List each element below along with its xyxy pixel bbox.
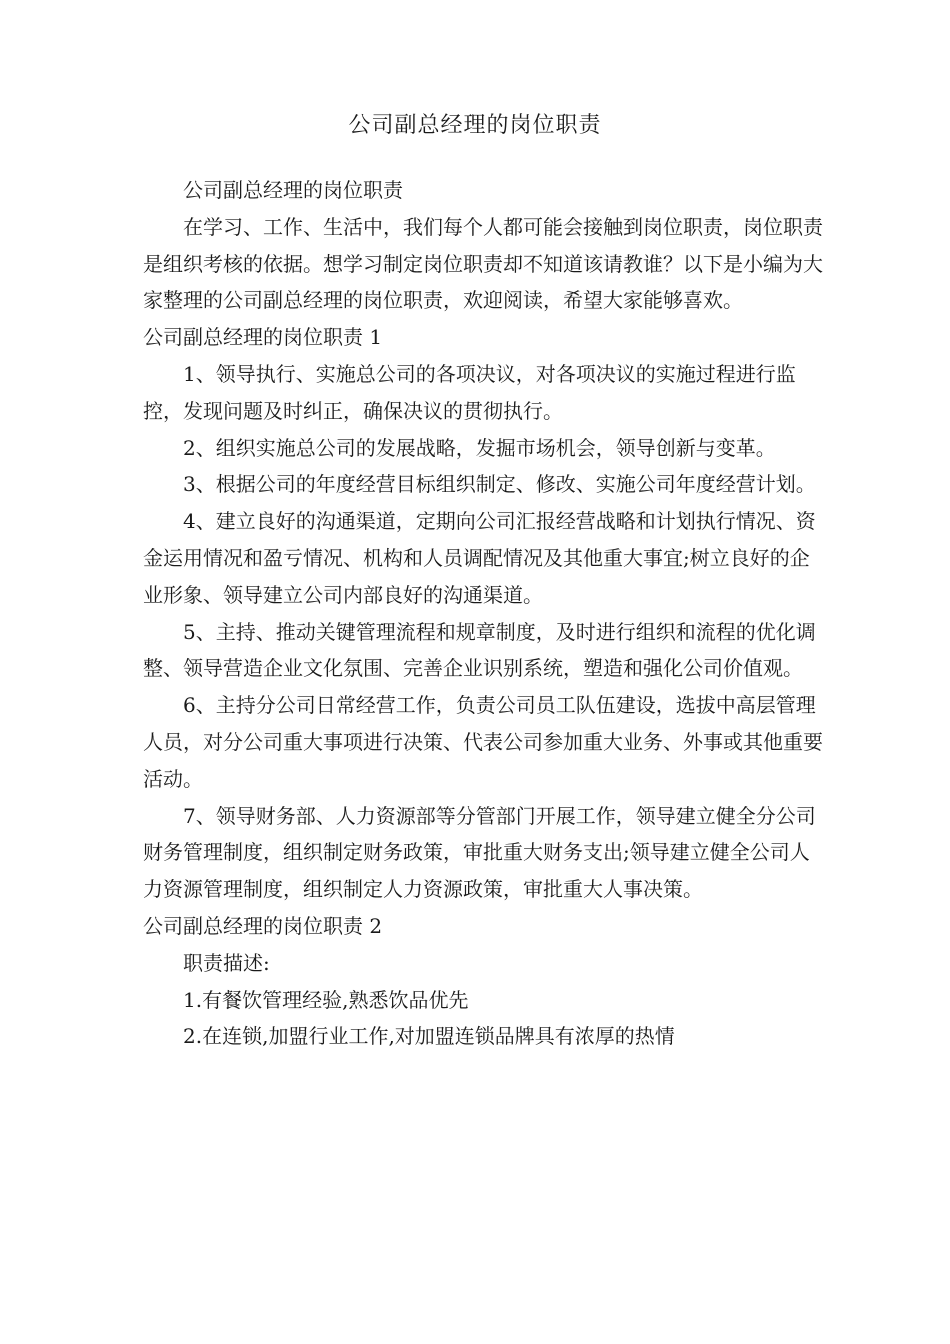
section-1-item: 3、根据公司的年度经营目标组织制定、修改、实施公司年度经营计划。 xyxy=(183,472,816,497)
section-2-heading: 公司副总经理的岗位职责 2 xyxy=(143,913,383,938)
section-1-item: 7、领导财务部、人力资源部等分管部门开展工作，领导建立健全分公司财务管理制度，组织制定财务政策，审批重大财务支出;领导建立健全公司人力资源管理制度，组织制定人力资源政策，审批重大人事决策。 xyxy=(143,803,816,902)
section-1-item: 2、组织实施总公司的发展战略，发掘市场机会，领导创新与变革。 xyxy=(183,435,776,460)
section-2-item: 2.在连锁,加盟行业工作,对加盟连锁品牌具有浓厚的热情 xyxy=(183,1024,675,1049)
section-2-item: 1.有餐饮管理经验,熟悉饮品优先 xyxy=(183,987,469,1012)
document-body xyxy=(143,172,823,1055)
section-1-item: 1、领导执行、实施总公司的各项决议，对各项决议的实施过程进行监控，发现问题及时纠正，确保决议的贯彻执行。 xyxy=(143,361,796,423)
section-1-item: 6、主持分公司日常经营工作，负责公司员工队伍建设，选拔中高层管理人员，对分公司重大事项进行决策、代表公司参加重大业务、外事或其他重要活动。 xyxy=(143,693,823,791)
document-title: 公司副总经理的岗位职责 xyxy=(348,113,602,138)
intro-paragraph: 在学习、工作、生活中，我们每个人都可能会接触到岗位职责，岗位职责是组织考核的依据。想学习制定岗位职责却不知道该请教谁？以下是小编为大家整理的公司副总经理的岗位职责，欢迎阅读，希望大家能够喜欢。 xyxy=(143,214,823,313)
section-2-label: 职责描述: xyxy=(183,950,270,975)
section-1-item: 5、主持、推动关键管理流程和规章制度，及时进行组织和流程的优化调整、领导营造企业文化氛围、完善企业识别系统，塑造和强化公司价值观。 xyxy=(143,619,816,681)
document-subtitle: 公司副总经理的岗位职责 xyxy=(183,178,403,202)
section-1-item: 4、建立良好的沟通渠道，定期向公司汇报经营战略和计划执行情况、资金运用情况和盈亏情况、机构和人员调配情况及其他重大事宜;树立良好的企业形象、领导建立公司内部良好的沟通渠道。 xyxy=(143,509,816,607)
section-1-heading: 公司副总经理的岗位职责 1 xyxy=(143,325,383,350)
